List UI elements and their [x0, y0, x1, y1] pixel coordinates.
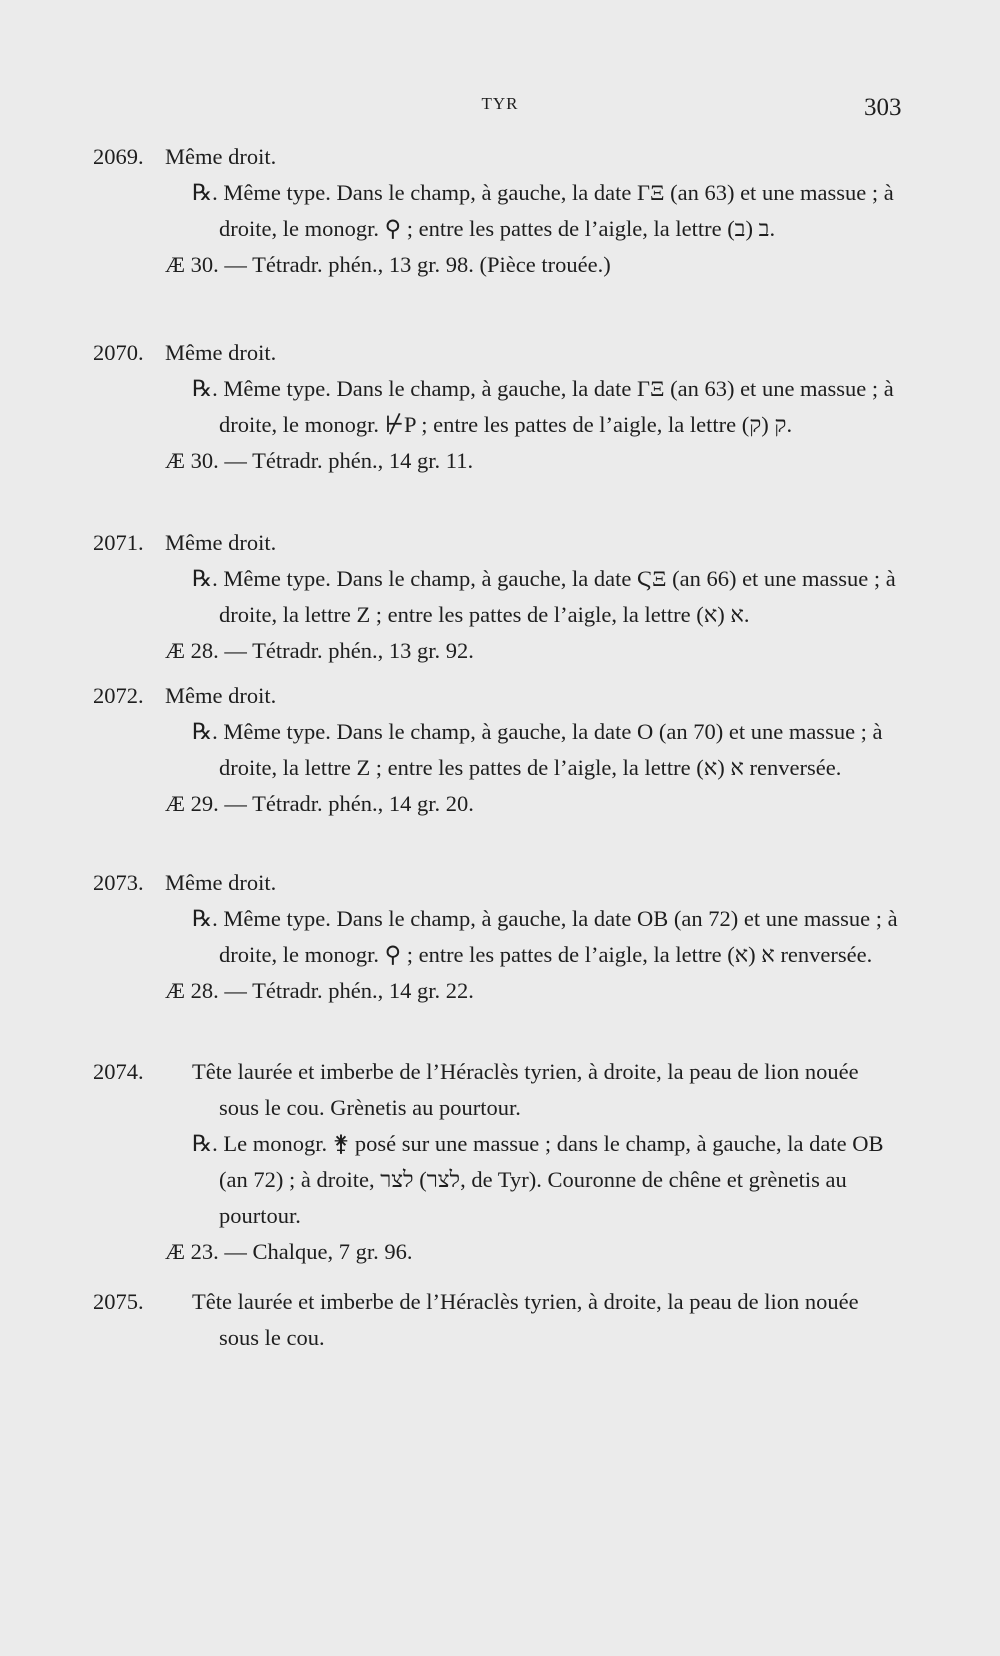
catalogue-entry-2069: [93, 139, 903, 283]
metal-weight-line: Æ 23. — Chalque, 7 gr. 96.: [165, 1239, 413, 1264]
entry-number: 2075.: [93, 1289, 144, 1314]
entry-number: 2072.: [93, 683, 144, 708]
obverse-line: Même droit.: [165, 340, 277, 365]
obverse-line: Même droit.: [165, 530, 277, 555]
reverse-description: ℞. Même type. Dans le champ, à gauche, la date ΓΞ (an 63) et une massue ; à droite, le monogr. ⊬P ; entre les pattes de l’aigle, la lettre ק (ק).: [192, 376, 894, 437]
entry-number: 2070.: [93, 340, 144, 365]
reverse-description: ℞. Même type. Dans le champ, à gauche, la date OB (an 72) et une massue ; à droite, le monogr. ⚲ ; entre les pattes de l’aigle, la lettre א (א) renversée.: [192, 906, 898, 967]
obverse-line: Même droit.: [165, 870, 277, 895]
obverse-description: Tête laurée et imberbe de l’Héraclès tyrien, à droite, la peau de lion nouée sous le cou. Grènetis au pourtour.: [192, 1059, 859, 1120]
entry-number: 2073.: [93, 870, 144, 895]
catalogue-entry-2070: [93, 335, 903, 479]
running-head: TYR: [481, 94, 519, 113]
reverse-description: ℞. Même type. Dans le champ, à gauche, la date O (an 70) et une massue ; à droite, la lettre Z ; entre les pattes de l’aigle, la lettre א (א) renversée.: [192, 719, 883, 780]
metal-weight-line: Æ 28. — Tétradr. phén., 13 gr. 92.: [165, 638, 474, 663]
metal-weight-line: Æ 29. — Tétradr. phén., 14 gr. 20.: [165, 791, 474, 816]
metal-weight-line: Æ 30. — Tétradr. phén., 14 gr. 11.: [165, 448, 474, 473]
obverse-line: Même droit.: [165, 144, 277, 169]
reverse-description: ℞. Même type. Dans le champ, à gauche, la date ΓΞ (an 63) et une massue ; à droite, le monogr. ⚲ ; entre les pattes de l’aigle, la lettre ב (ב).: [192, 180, 894, 241]
catalogue-entry-2074: [93, 1054, 903, 1270]
entry-number: 2071.: [93, 530, 144, 555]
metal-weight-line: Æ 30. — Tétradr. phén., 13 gr. 98. (Pièce trouée.): [165, 252, 611, 277]
catalogue-entry-2071: [93, 525, 903, 669]
reverse-description: ℞. Même type. Dans le champ, à gauche, la date ϚΞ (an 66) et une massue ; à droite, la lettre Z ; entre les pattes de l’aigle, la lettre א (א).: [192, 566, 896, 627]
catalogue-entry-2073: [93, 865, 903, 1009]
catalogue-entry-2075: [93, 1284, 903, 1356]
entry-number: 2074.: [93, 1059, 144, 1084]
obverse-line: Même droit.: [165, 683, 277, 708]
reverse-description: ℞. Le monogr. ⚵ posé sur une massue ; dans le champ, à gauche, la date OB (an 72) ; à droite, לצר (לצר, de Tyr). Couronne de chêne et grènetis au pourtour.: [192, 1131, 884, 1228]
obverse-description: Tête laurée et imberbe de l’Héraclès tyrien, à droite, la peau de lion nouée sous le cou.: [192, 1289, 859, 1350]
metal-weight-line: Æ 28. — Tétradr. phén., 14 gr. 22.: [165, 978, 474, 1003]
page-number: 303: [864, 94, 902, 121]
entry-number: 2069.: [93, 144, 144, 169]
catalogue-entry-2072: [93, 678, 903, 822]
